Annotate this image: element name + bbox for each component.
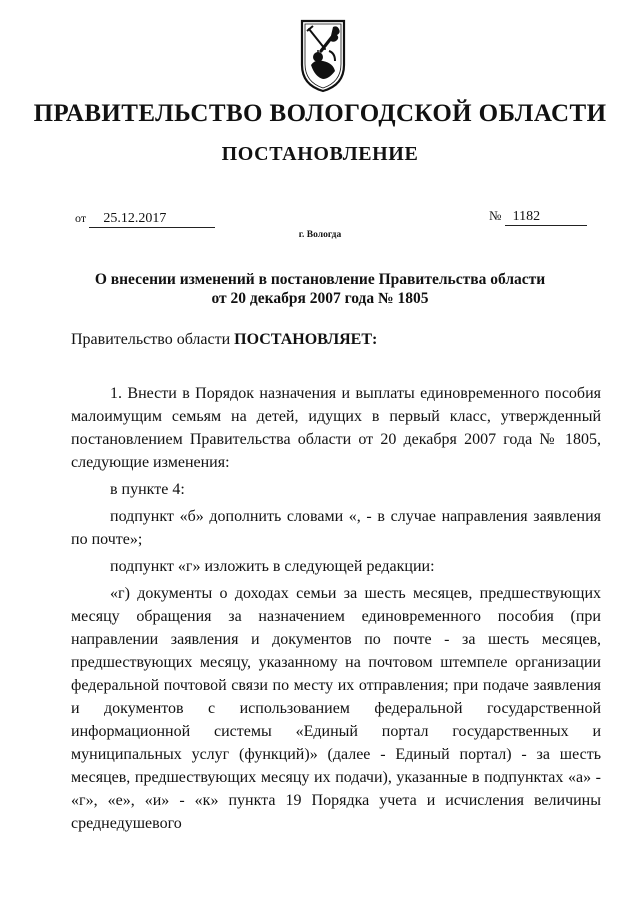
date-value: 25.12.2017 xyxy=(89,211,215,228)
coat-of-arms-icon xyxy=(299,17,347,93)
document-body xyxy=(71,382,601,839)
subject-line-1: О внесении изменений в постановление Правительства области xyxy=(94,271,546,288)
paragraph-4: подпункт «г» изложить в следующей редакции: xyxy=(110,558,435,575)
city: г. Вологда xyxy=(298,230,342,240)
number-label: № xyxy=(489,208,502,223)
date-row xyxy=(75,210,215,228)
preamble xyxy=(71,331,377,349)
paragraph-2: в пункте 4: xyxy=(110,481,185,498)
preamble-action: ПОСТАНОВЛЯЕТ: xyxy=(234,331,378,348)
paragraph-1: 1. Внести в Порядок назначения и выплаты единовременного пособия малоимущим семьям на детей, идущих в первый класс, утвержденный постановлением Правительства области от 20 декабря 2007 года № 1805, следующие изменения: xyxy=(71,385,601,471)
document-kind: ПОСТАНОВЛЕНИЕ xyxy=(221,143,419,165)
number-row xyxy=(489,208,587,226)
date-label: от xyxy=(75,211,87,225)
number-value: 1182 xyxy=(505,209,587,226)
government-title: ПРАВИТЕЛЬСТВО ВОЛОГОДСКОЙ ОБЛАСТИ xyxy=(33,100,607,127)
subject-heading xyxy=(0,270,640,308)
paragraph-3: подпункт «б» дополнить словами «, - в случае направления заявления по почте»; xyxy=(71,508,601,548)
subject-line-2: от 20 декабря 2007 года № 1805 xyxy=(211,290,429,307)
paragraph-5: «г) документы о доходах семьи за шесть месяцев, предшествующих месяцу обращения за назначением единовременного пособия (при направлении заявления и документов по почте - за шесть месяцев, предшествующих месяцу, указанному на почтовом штемпеле организации федеральной почтовой связи по месту их отправления; при подаче заявления и документов с использованием федеральной государственной информационной системы «Единый портал государственных и муниципальных услуг (функций)» (далее - Единый портал) - за шесть месяцев, предшествующих месяцу их подачи), указанные в подпунктах «а» - «г», «е», «и» - «к» пункта 19 Порядка учета и исчисления величины среднедушевого xyxy=(71,585,601,832)
preamble-text: Правительство области xyxy=(71,331,235,348)
